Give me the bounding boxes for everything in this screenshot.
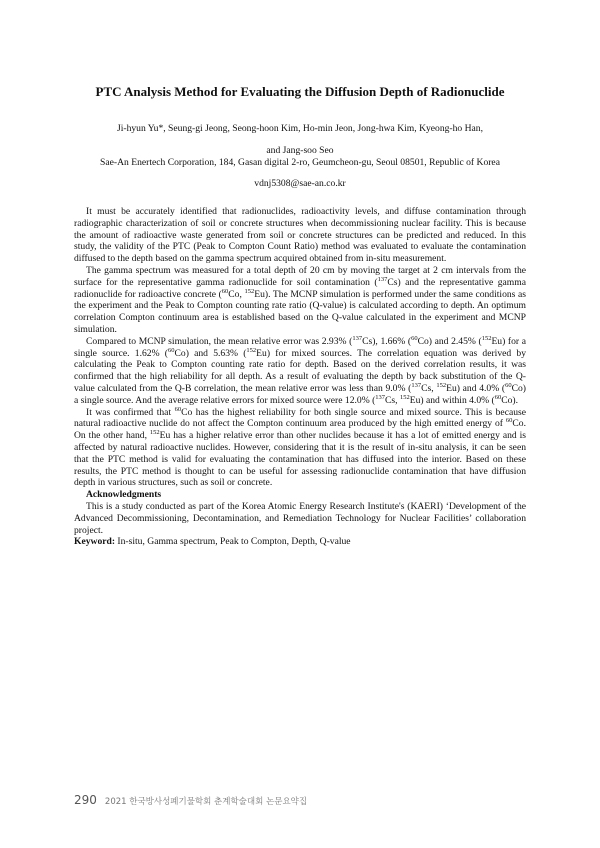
keyword-label: Keyword:: [74, 536, 116, 548]
paragraph-4: It was confirmed that $^{60}$Co has the highest reliability for both single source and mixed source. This is because natural radioactive nuclide do not affect the Compton continuum area produced by the high emitted energy of $^{60}$Co. On the other hand, $^{152}$Eu has a higher relative error than other nuclides because it has a lot of emitted energy and is affected by natural radioactive nuclides. However, considering that it is the result of in-situ analysis, it can be seen that the PTC method is valid for evaluating the contamination that has diffused into the interior. Based on these results, the PTC method is thought to can be useful for assessing radionuclide contamination that have diffusion depth in various structures, such as soil or concrete.: [74, 405, 526, 489]
paragraph-3: Compared to MCNP simulation, the mean relative error was 2.93% ($^{137}$Cs), 1.66% ($^{60}$Co) and 2.45% ($^{152}$Eu) for a single source. 1.62% ($^{60}$Co) and 5.63% ($^{152}$Eu) for mixed sources. The correlation equation was derived by calculating the Peak to Compton counting rate ratio for depth. Based on the derived correlation results, it was confirmed that the high reliability for all depth. As a result of evaluating the depth by back substitution of the Q-value calculated from the Q-B correlation, the mean relative error was less than 9.0% ($^{137}$Cs, $^{152}$Eu) and 4.0% ($^{60}$Co) a single source. And the average relative errors for mixed source were 12.0% ($^{137}$Cs, $^{152}$Eu) and within 4.0% ($^{60}$Co).: [74, 334, 527, 406]
paragraph-1: It must be accurately identified that radionuclides, radioactivity levels, and diffuse contamination through radiographic characterization of soil or concrete structures when decommissioning nuclear facility. This is because the amount of radioactive waste generated from soil or concrete structures can be predicted and reduced. In this study, the validity of the PTC (Peak to Compton Count Ratio) method was evaluated to evaluate the contamination diffused to the depth based on the gamma spectrum acquired obtained from in-situ measurement.: [74, 206, 526, 265]
keywords: [74, 536, 526, 548]
paper-title: PTC Analysis Method for Evaluating the Diffusion Depth of Radionuclide: [95, 84, 505, 99]
authors-line-2: and Jang-soo Seo: [266, 145, 334, 156]
paragraph-2: The gamma spectrum was measured for a total depth of 20 cm by moving the target at 2 cm intervals from the surface for the representative gamma radionuclide for soil contamination ($^{137}$Cs) and the representative gamma radionuclide for radioactive concrete ($^{60}$Co, $^{152}$Eu). The MCNP simulation is performed under the same conditions as the experiment and the Peak to Compton counting rate ratio (Q-value) is calculated according to depth. An optimum correlation Compton continuum area is established based on the Q-value calculated in the experiment and MCNP simulation.: [74, 264, 526, 335]
abstract-body: [74, 206, 526, 548]
authors-line-1: Ji-hyun Yu*, Seung-gi Jeong, Seong-hoon Kim, Ho-min Jeon, Jong-hwa Kim, Kyeong-ho Han,: [116, 123, 484, 134]
affiliation: Sae-An Enertech Corporation, 184, Gasan digital 2-ro, Geumcheon-gu, Seoul 08501, Republic of Korea: [100, 157, 500, 168]
conference-name: 2021 한국방사성폐기물학회 춘계학술대회 논문요약집: [104, 797, 308, 807]
page-number: 290: [74, 793, 97, 807]
acknowledgments-heading: Acknowledgments: [86, 489, 162, 501]
affiliation-block: [40, 152, 560, 194]
acknowledgments-section: [74, 489, 526, 536]
email: vdnj5308@sae-an.co.kr: [254, 178, 346, 189]
acknowledgments-text: This is a study conducted as part of the Korea Atomic Energy Research Institute's (KAERI) ‘Development of the Advanced Decommissioning, Decontamination, and Remediation Technology for Nuclear Facilities’ collaboration project.: [74, 500, 526, 536]
page-footer: [74, 793, 307, 807]
keyword-text: In-situ, Gamma spectrum, Peak to Compton, Depth, Q-value: [115, 536, 351, 548]
